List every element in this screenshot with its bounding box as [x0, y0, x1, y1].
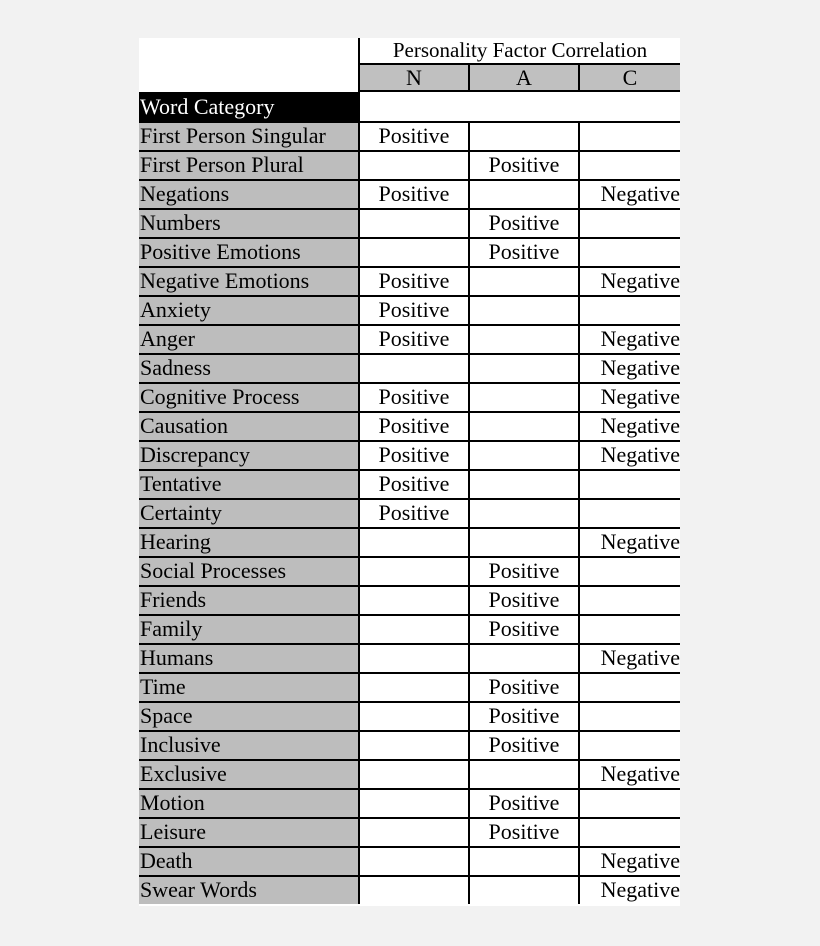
- word-category-cell: Hearing: [139, 529, 358, 556]
- cell-c: [578, 703, 680, 730]
- cell-c: [578, 732, 680, 759]
- cell-c: [578, 239, 680, 266]
- cell-c: [578, 790, 680, 817]
- column-header-c: C: [578, 65, 680, 90]
- column-header-n: N: [358, 65, 468, 90]
- word-category-cell: Tentative: [139, 471, 358, 498]
- table-row: [139, 498, 680, 527]
- cell-a: [468, 123, 578, 150]
- group-header: Personality Factor Correlation: [358, 38, 680, 63]
- cell-a: [468, 848, 578, 875]
- cell-a: Positive: [468, 558, 578, 585]
- table-row: [139, 759, 680, 788]
- cell-n: [358, 355, 468, 382]
- table-row: [139, 208, 680, 237]
- cell-n: Positive: [358, 268, 468, 295]
- cell-a: Positive: [468, 819, 578, 846]
- word-category-cell: Death: [139, 848, 358, 875]
- cell-n: Positive: [358, 384, 468, 411]
- table-row: [139, 788, 680, 817]
- cell-a: [468, 442, 578, 469]
- table-row: [139, 150, 680, 179]
- table-row: [139, 266, 680, 295]
- cell-n: Positive: [358, 500, 468, 527]
- cell-c: [578, 819, 680, 846]
- row-header-blank: [358, 92, 680, 121]
- table-row: [139, 527, 680, 556]
- word-category-cell: Social Processes: [139, 558, 358, 585]
- cell-a: Positive: [468, 152, 578, 179]
- word-category-cell: Friends: [139, 587, 358, 614]
- cell-a: [468, 326, 578, 353]
- word-category-cell: Sadness: [139, 355, 358, 382]
- cell-c: [578, 123, 680, 150]
- cell-c: Negative: [578, 413, 680, 440]
- cell-n: Positive: [358, 181, 468, 208]
- cell-c: [578, 500, 680, 527]
- cell-n: Positive: [358, 123, 468, 150]
- cell-n: [358, 703, 468, 730]
- table-row: [139, 440, 680, 469]
- table-row: [139, 585, 680, 614]
- cell-a: Positive: [468, 703, 578, 730]
- cell-n: [358, 790, 468, 817]
- table-row: [139, 382, 680, 411]
- cell-c: Negative: [578, 442, 680, 469]
- cell-a: [468, 181, 578, 208]
- word-category-cell: Negative Emotions: [139, 268, 358, 295]
- cell-n: [358, 529, 468, 556]
- table-row: [139, 846, 680, 875]
- cell-n: [358, 558, 468, 585]
- table-row: [139, 324, 680, 353]
- cell-n: [358, 239, 468, 266]
- cell-c: [578, 587, 680, 614]
- cell-a: [468, 355, 578, 382]
- cell-c: [578, 558, 680, 585]
- cell-c: Negative: [578, 877, 680, 904]
- cell-a: [468, 297, 578, 324]
- cell-n: [358, 152, 468, 179]
- cell-a: [468, 500, 578, 527]
- cell-a: [468, 877, 578, 904]
- cell-n: Positive: [358, 413, 468, 440]
- cell-a: [468, 268, 578, 295]
- word-category-cell: Cognitive Process: [139, 384, 358, 411]
- row-header: Word Category: [139, 92, 358, 121]
- table-row: [139, 614, 680, 643]
- word-category-cell: Swear Words: [139, 877, 358, 904]
- cell-c: Negative: [578, 645, 680, 672]
- table-body: [139, 121, 680, 904]
- cell-a: Positive: [468, 587, 578, 614]
- table-row: [139, 469, 680, 498]
- cell-c: Negative: [578, 181, 680, 208]
- word-category-cell: Anger: [139, 326, 358, 353]
- cell-n: [358, 645, 468, 672]
- cell-n: Positive: [358, 442, 468, 469]
- cell-n: [358, 761, 468, 788]
- word-category-cell: Causation: [139, 413, 358, 440]
- cell-c: Negative: [578, 268, 680, 295]
- word-category-cell: First Person Singular: [139, 123, 358, 150]
- table-row: [139, 730, 680, 759]
- cell-a: [468, 529, 578, 556]
- cell-a: Positive: [468, 732, 578, 759]
- table-row: [139, 672, 680, 701]
- word-category-cell: Time: [139, 674, 358, 701]
- cell-a: [468, 471, 578, 498]
- cell-n: [358, 732, 468, 759]
- cell-a: [468, 384, 578, 411]
- cell-c: Negative: [578, 355, 680, 382]
- table-row: [139, 875, 680, 904]
- cell-a: Positive: [468, 239, 578, 266]
- word-category-cell: Anxiety: [139, 297, 358, 324]
- cell-c: Negative: [578, 326, 680, 353]
- word-category-cell: Negations: [139, 181, 358, 208]
- cell-a: [468, 761, 578, 788]
- cell-c: [578, 297, 680, 324]
- word-category-cell: Leisure: [139, 819, 358, 846]
- cell-c: Negative: [578, 384, 680, 411]
- correlation-table: [139, 38, 680, 906]
- cell-n: Positive: [358, 471, 468, 498]
- cell-c: [578, 471, 680, 498]
- cell-c: Negative: [578, 529, 680, 556]
- cell-c: [578, 152, 680, 179]
- cell-n: [358, 848, 468, 875]
- cell-a: Positive: [468, 616, 578, 643]
- table-row: [139, 121, 680, 150]
- word-category-cell: Family: [139, 616, 358, 643]
- word-category-cell: Humans: [139, 645, 358, 672]
- cell-n: [358, 587, 468, 614]
- table-row: [139, 701, 680, 730]
- cell-n: [358, 819, 468, 846]
- cell-a: Positive: [468, 674, 578, 701]
- cell-c: [578, 210, 680, 237]
- table-row: [139, 643, 680, 672]
- word-category-cell: Positive Emotions: [139, 239, 358, 266]
- word-category-cell: Exclusive: [139, 761, 358, 788]
- table-row: [139, 295, 680, 324]
- table-row: [139, 237, 680, 266]
- word-category-cell: Inclusive: [139, 732, 358, 759]
- cell-a: Positive: [468, 210, 578, 237]
- word-category-cell: Space: [139, 703, 358, 730]
- cell-n: Positive: [358, 297, 468, 324]
- word-category-cell: Numbers: [139, 210, 358, 237]
- word-category-cell: First Person Plural: [139, 152, 358, 179]
- table-row: [139, 411, 680, 440]
- cell-c: Negative: [578, 848, 680, 875]
- cell-c: [578, 674, 680, 701]
- cell-n: [358, 877, 468, 904]
- cell-n: [358, 210, 468, 237]
- cell-n: [358, 616, 468, 643]
- column-header-row: [358, 63, 680, 92]
- cell-a: Positive: [468, 790, 578, 817]
- table-row: [139, 179, 680, 208]
- word-category-cell: Discrepancy: [139, 442, 358, 469]
- column-header-a: A: [468, 65, 578, 90]
- table-row: [139, 556, 680, 585]
- word-category-cell: Motion: [139, 790, 358, 817]
- table-row: [139, 353, 680, 382]
- cell-c: [578, 616, 680, 643]
- table-row: [139, 817, 680, 846]
- cell-n: Positive: [358, 326, 468, 353]
- cell-a: [468, 413, 578, 440]
- cell-a: [468, 645, 578, 672]
- word-category-cell: Certainty: [139, 500, 358, 527]
- cell-c: Negative: [578, 761, 680, 788]
- cell-n: [358, 674, 468, 701]
